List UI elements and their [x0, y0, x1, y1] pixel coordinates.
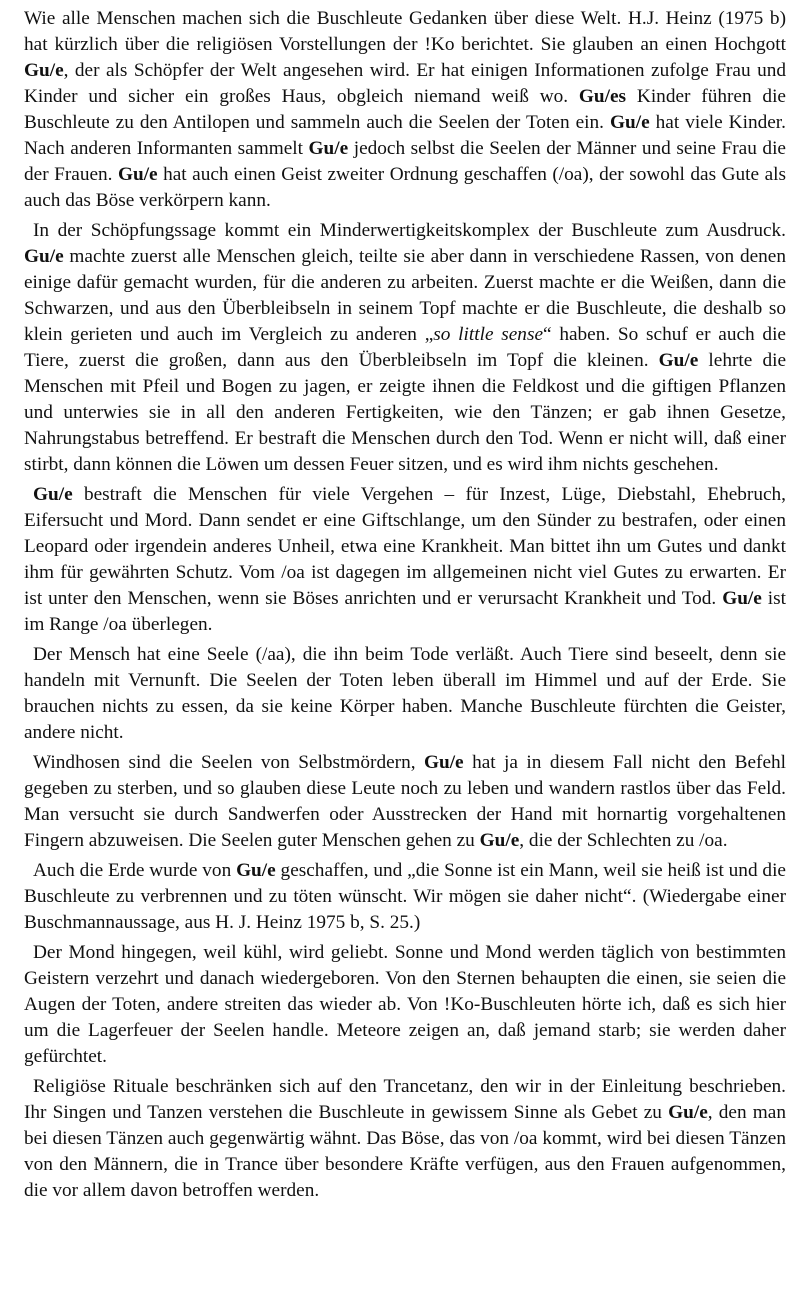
paragraph-5 [24, 750, 786, 854]
paragraph-6 [24, 858, 786, 936]
text-segment: Auch die Erde wurde von [33, 860, 237, 881]
text-segment: hat viele Kinder. Nach anderen Informanten sammelt [24, 112, 786, 159]
text-segment: In der Schöpfungssage kommt ein Minderwertigkeitskomplex der Buschleute zum Ausdruck. [33, 220, 786, 241]
deity-name: Gu/e [33, 484, 73, 505]
text-segment: , die der Schlechten zu /oa. [519, 830, 728, 851]
text-segment: hat ja in diesem Fall nicht den Befehl gegeben zu sterben, und so glauben diese Leute noch zu leben und wandern rastlos über das Feld. Man versucht sie durch Sandwerfen oder Ausstrecken der Hand mit hornartig vorgehaltenen Fingern abzuweisen. Die Seelen guter Menschen gehen zu [24, 752, 786, 851]
paragraph-2 [24, 218, 786, 478]
text-segment: “ haben. So schuf er auch die Tiere, zuerst die großen, dann aus den Überbleibseln im Topf die kleinen. [24, 324, 786, 371]
deity-name: Gu/e [423, 752, 464, 773]
text-segment: Religiöse Rituale beschränken sich auf den Trancetanz, den wir in der Einleitung beschrieben. Ihr Singen und Tanzen verstehen die Buschleute in gewissem Sinne als Gebet zu [24, 1076, 786, 1123]
deity-name: Gu/e [610, 112, 650, 133]
text-segment: hat auch einen Geist zweiter Ordnung geschaffen (/oa), der sowohl das Gute als auch das Böse verkörpern kann. [24, 164, 786, 211]
paragraph-8 [24, 1074, 786, 1204]
deity-name: Gu/e [24, 60, 64, 81]
deity-name: Gu/e [479, 830, 520, 851]
text-segment: Kinder führen die Buschleute zu den Antilopen und sammeln auch die Seelen der Toten ein. [24, 86, 786, 133]
deity-name: Gu/e [24, 246, 64, 267]
deity-name: Gu/e [308, 138, 349, 159]
text-segment: ist im Range /oa überlegen. [24, 588, 786, 635]
deity-name: Gu/e [668, 1102, 708, 1123]
deity-name: Gu/e [722, 588, 762, 609]
deity-name: Gu/e [658, 350, 699, 371]
text-segment: , den man bei diesen Tänzen auch gegenwärtig wähnt. Das Böse, das von /oa kommt, wird bei diesen Tänzen von den Männern, die in Trance über besondere Kräfte verfügen, aus den Frauen aufgenommen, die vor allem davon betroffen werden. [24, 1102, 787, 1201]
text-segment: Der Mensch hat eine Seele (/aa), die ihn beim Tode verläßt. Auch Tiere sind beseelt, denn sie handeln mit Vernunft. Die Seelen der Toten leben überall im Himmel und auf der Erde. Sie brauchen nichts zu essen, da sie keine Körper haben. Manche Buschleute fürchten die Geister, andere nicht. [24, 644, 786, 743]
deity-name: Gu/es [578, 86, 627, 107]
paragraph-7 [24, 940, 786, 1070]
text-segment: Wie alle Menschen machen sich die Buschleute Gedanken über diese Welt. H.J. Heinz (1975 b) hat kürzlich über die religiösen Vorstellungen der !Ko berichtet. Sie glauben an einen Hochgott [24, 8, 786, 55]
text-segment: machte zuerst alle Menschen gleich, teilte sie aber dann in verschiedene Rassen, von denen einige dafür gemacht wurden, für die anderen zu arbeiten. Zuerst machte er die Weißen, dann die Schwarzen, und aus den Überbleibseln in seinem Topf machte er die Buschleute, die deshalb so klein gerieten und auch im Vergleich zu anderen „ [24, 246, 786, 345]
paragraph-3 [24, 482, 786, 638]
deity-name: Gu/e [236, 860, 276, 881]
text-segment: Der Mond hingegen, weil kühl, wird geliebt. Sonne und Mond werden täglich von bestimmten Geistern verzehrt und danach wiedergeboren. Von den Sternen behaupten die einen, sie seien die Augen der Toten, andere streiten das wieder ab. Von !Ko-Buschleuten hörte ich, daß es sich hier um die Lagerfeuer der Seelen handle. Meteore zeigen an, daß jemand starb; sie werden daher gefürchtet. [24, 942, 786, 1067]
english-quote: so little sense [433, 324, 544, 345]
text-segment: geschaffen, und „die Sonne ist ein Mann, weil sie heiß ist und die Buschleute zu verbrennen und zu töten wünscht. Wir mögen sie daher nicht“. (Wiedergabe einer Buschmannaussage, aus H. J. Heinz 1975 b, S. 25.) [24, 860, 786, 933]
text-segment: , der als Schöpfer der Welt angesehen wird. Er hat einigen Informationen zufolge Frau und Kinder und sicher ein großes Haus, obgleich niemand weiß wo. [24, 60, 786, 107]
deity-name: Gu/e [117, 164, 158, 185]
text-segment: Windhosen sind die Seelen von Selbstmördern, [33, 752, 424, 773]
text-segment: bestraft die Menschen für viele Vergehen – für Inzest, Lüge, Diebstahl, Ehebruch, Eifersucht und Mord. Dann sendet er eine Giftschlange, um den Sünder zu bestrafen, oder einen Leopard oder irgendein anderes Unheil, etwa eine Krankheit. Man bittet ihn um Gutes und dankt ihm für gewährten Schutz. Vom /oa ist dagegen im allgemeinen nicht viel Gutes zu erwarten. Er ist unter den Menschen, wenn sie Böses anrichten und er verursacht Krankheit und Tod. [24, 484, 786, 609]
text-segment: jedoch selbst die Seelen der Männer und seine Frau die der Frauen. [24, 138, 786, 185]
paragraph-4 [24, 642, 786, 746]
paragraph-1 [24, 6, 786, 214]
text-segment: lehrte die Menschen mit Pfeil und Bogen zu jagen, er zeigte ihnen die Feldkost und die giftigen Pflanzen und unterwies sie in all den anderen Fertigkeiten, wie den Tänzen; er gab ihnen Gesetze, Nahrungstabus betreffend. Er bestraft die Menschen durch den Tod. Wenn er nicht will, daß einer stirbt, dann können die Löwen um dessen Feuer sitzen, und es wird ihm nichts geschehen. [24, 350, 787, 475]
